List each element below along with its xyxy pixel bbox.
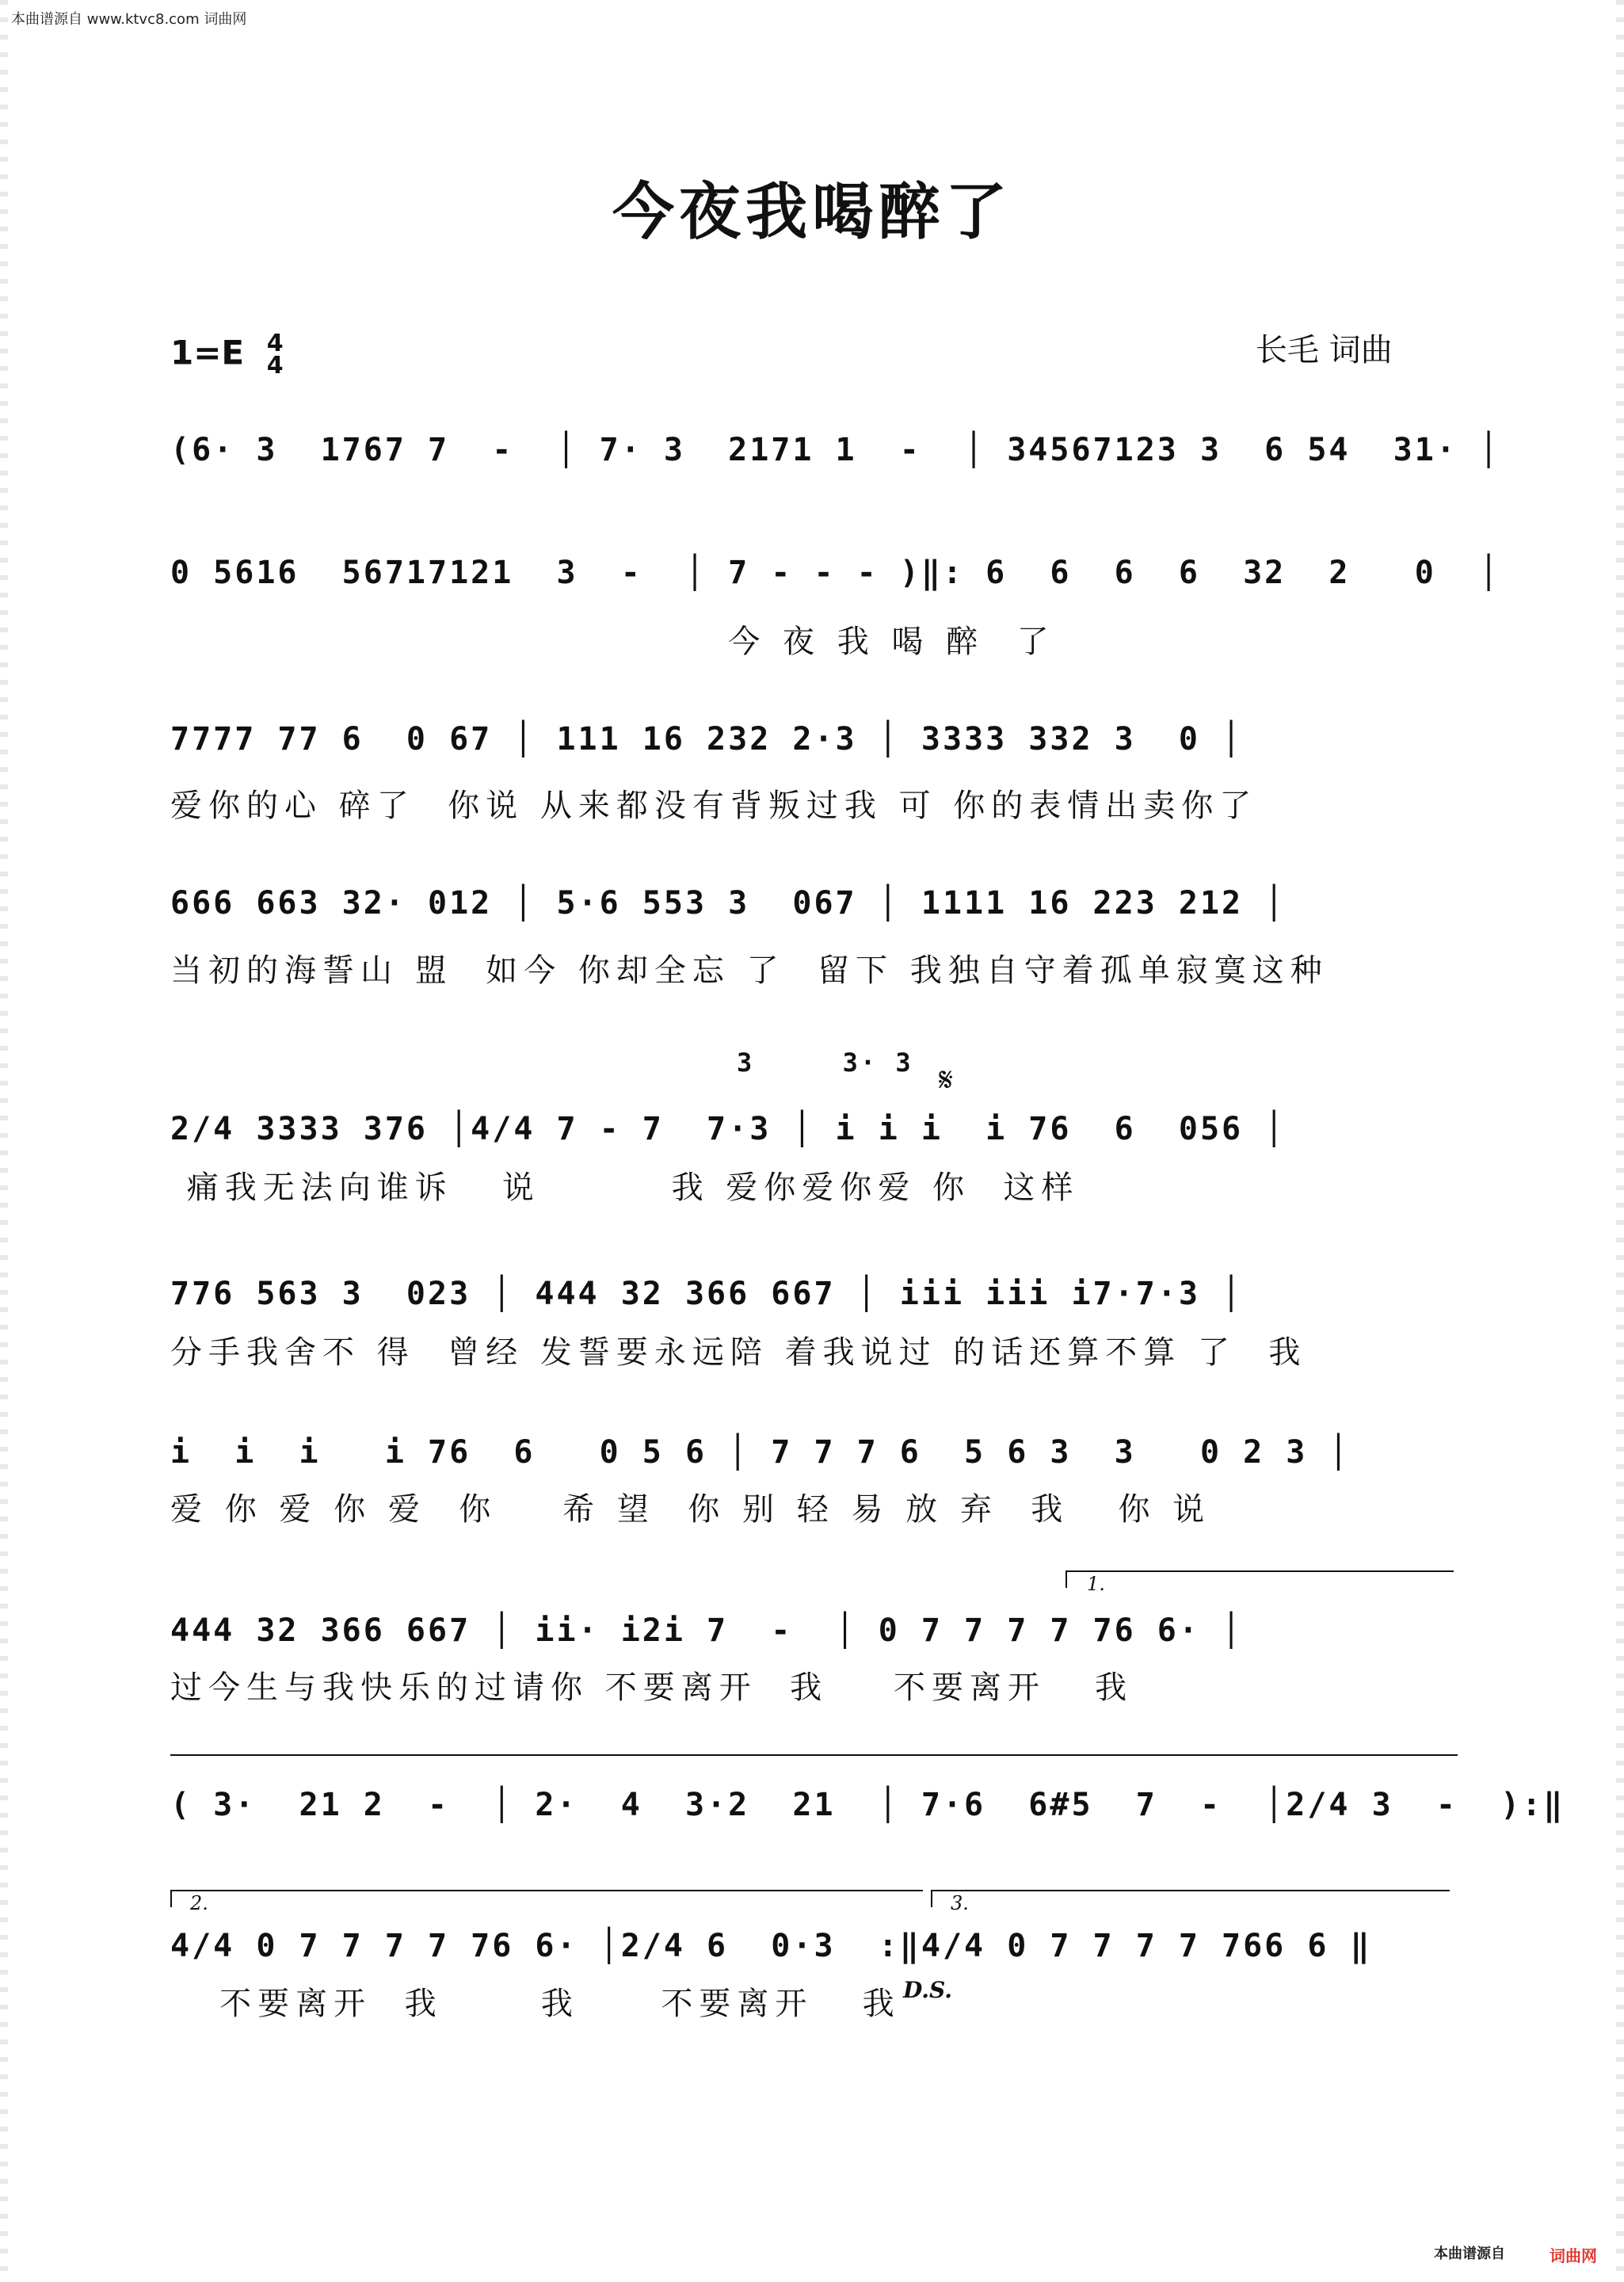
left-border-strip (0, 0, 8, 2282)
key-label: 1=E (170, 333, 245, 372)
ending-3-tick (931, 1890, 932, 1907)
ending-3-bracket (931, 1890, 1450, 1891)
time-bottom: 4 (266, 352, 284, 380)
ending-1-bracket (1066, 1570, 1454, 1572)
right-border-strip (1616, 0, 1624, 2282)
lyrics-line-10: 不要离开 我 我 不要离开 我 (170, 1986, 901, 2022)
ending-2-tick (170, 1890, 172, 1907)
notation-line-3: 7777 77 6 0 67 │ 111 16 232 2·3 │ 3333 332 3 0 │ (170, 721, 1244, 757)
notation-line-8: 444 32 366 667 │ ii· i2i 7 - │ 0 7 7 7 7 76 6· │ (170, 1612, 1244, 1649)
ds-marking: D.S. (903, 1977, 953, 2003)
lyrics-line-7: 爱 你 爱 你 爱 你 希 望 你 别 轻 易 放 弃 我 你 说 (170, 1491, 1211, 1528)
notation-line-2: 0 5616 56717121 3 - │ 7 - - - )‖: 6 6 6 6 32 2 0 │ (170, 555, 1501, 591)
notation-line-6: 776 563 3 023 │ 444 32 366 667 │ iii iii i7·7·3 │ (170, 1276, 1244, 1312)
lyrics-line-3: 爱你的心 碎了 你说 从来都没有背叛过我 可 你的表情出卖你了 (170, 788, 1258, 824)
lyrics-line-8: 过今生与我快乐的过请你 不要离开 我 不要离开 我 (170, 1670, 1134, 1706)
lyrics-line-4: 当初的海誓山 盟 如今 你却全忘 了 留下 我独自守着孤单寂寞这种 (170, 952, 1329, 989)
time-top: 4 (266, 330, 284, 357)
lyrics-line-2: 今 夜 我 喝 醉 了 (170, 624, 1055, 660)
notation-line-7: i i i i 76 6 0 5 6 │ 7 7 7 6 5 6 3 3 0 2 3 │ (170, 1434, 1351, 1471)
ending-1-extension-line (170, 1754, 1458, 1756)
ending-1-tick (1066, 1570, 1067, 1588)
ending-2-number: 2. (190, 1892, 208, 1914)
lyrics-line-6: 分手我舍不 得 曾经 发誓要永远陪 着我说过 的话还算不算 了 我 (170, 1334, 1307, 1371)
time-signature (266, 330, 284, 380)
upper-notes: 3 3· 3 (737, 1048, 913, 1078)
source-footer: 本曲谱源自 (1434, 2246, 1505, 2262)
key-signature (170, 330, 284, 380)
source-header: 本曲谱源自 www.ktvc8.com 词曲网 (11, 11, 247, 28)
notation-line-4: 666 663 32· 012 │ 5·6 553 3 067 │ 1111 16 223 212 │ (170, 885, 1287, 922)
segno-sign: 𝄋 (939, 1060, 954, 1099)
ending-1-number: 1. (1087, 1573, 1105, 1595)
ending-3-number: 3. (951, 1892, 969, 1914)
notation-line-1: (6· 3 1767 7 - │ 7· 3 2171 1 - │ 34567123 3 6 54 31· │ (170, 432, 1501, 468)
ending-2-bracket (170, 1890, 923, 1891)
notation-line-9: ( 3· 21 2 - │ 2· 4 3·2 21 │ 7·6 6#5 7 - │2/4 3 - ):‖ (170, 1787, 1565, 1823)
notation-line-10: 4/4 0 7 7 7 7 76 6· │2/4 6 0·3 :‖4/4 0 7 7 7 7 766 6 ‖ (170, 1928, 1372, 1964)
brand-logo: 词曲网 (1550, 2246, 1597, 2265)
lyrics-line-5: 痛我无法向谁诉 说 我 爱你爱你爱 你 这样 (170, 1170, 1080, 1206)
author-credit: 长毛 词曲 (1256, 332, 1393, 368)
song-title: 今夜我喝醉了 (612, 176, 1012, 248)
notation-line-5: 2/4 3333 376 │4/4 7 - 7 7·3 │ i i i i 76 6 056 │ (170, 1111, 1287, 1147)
